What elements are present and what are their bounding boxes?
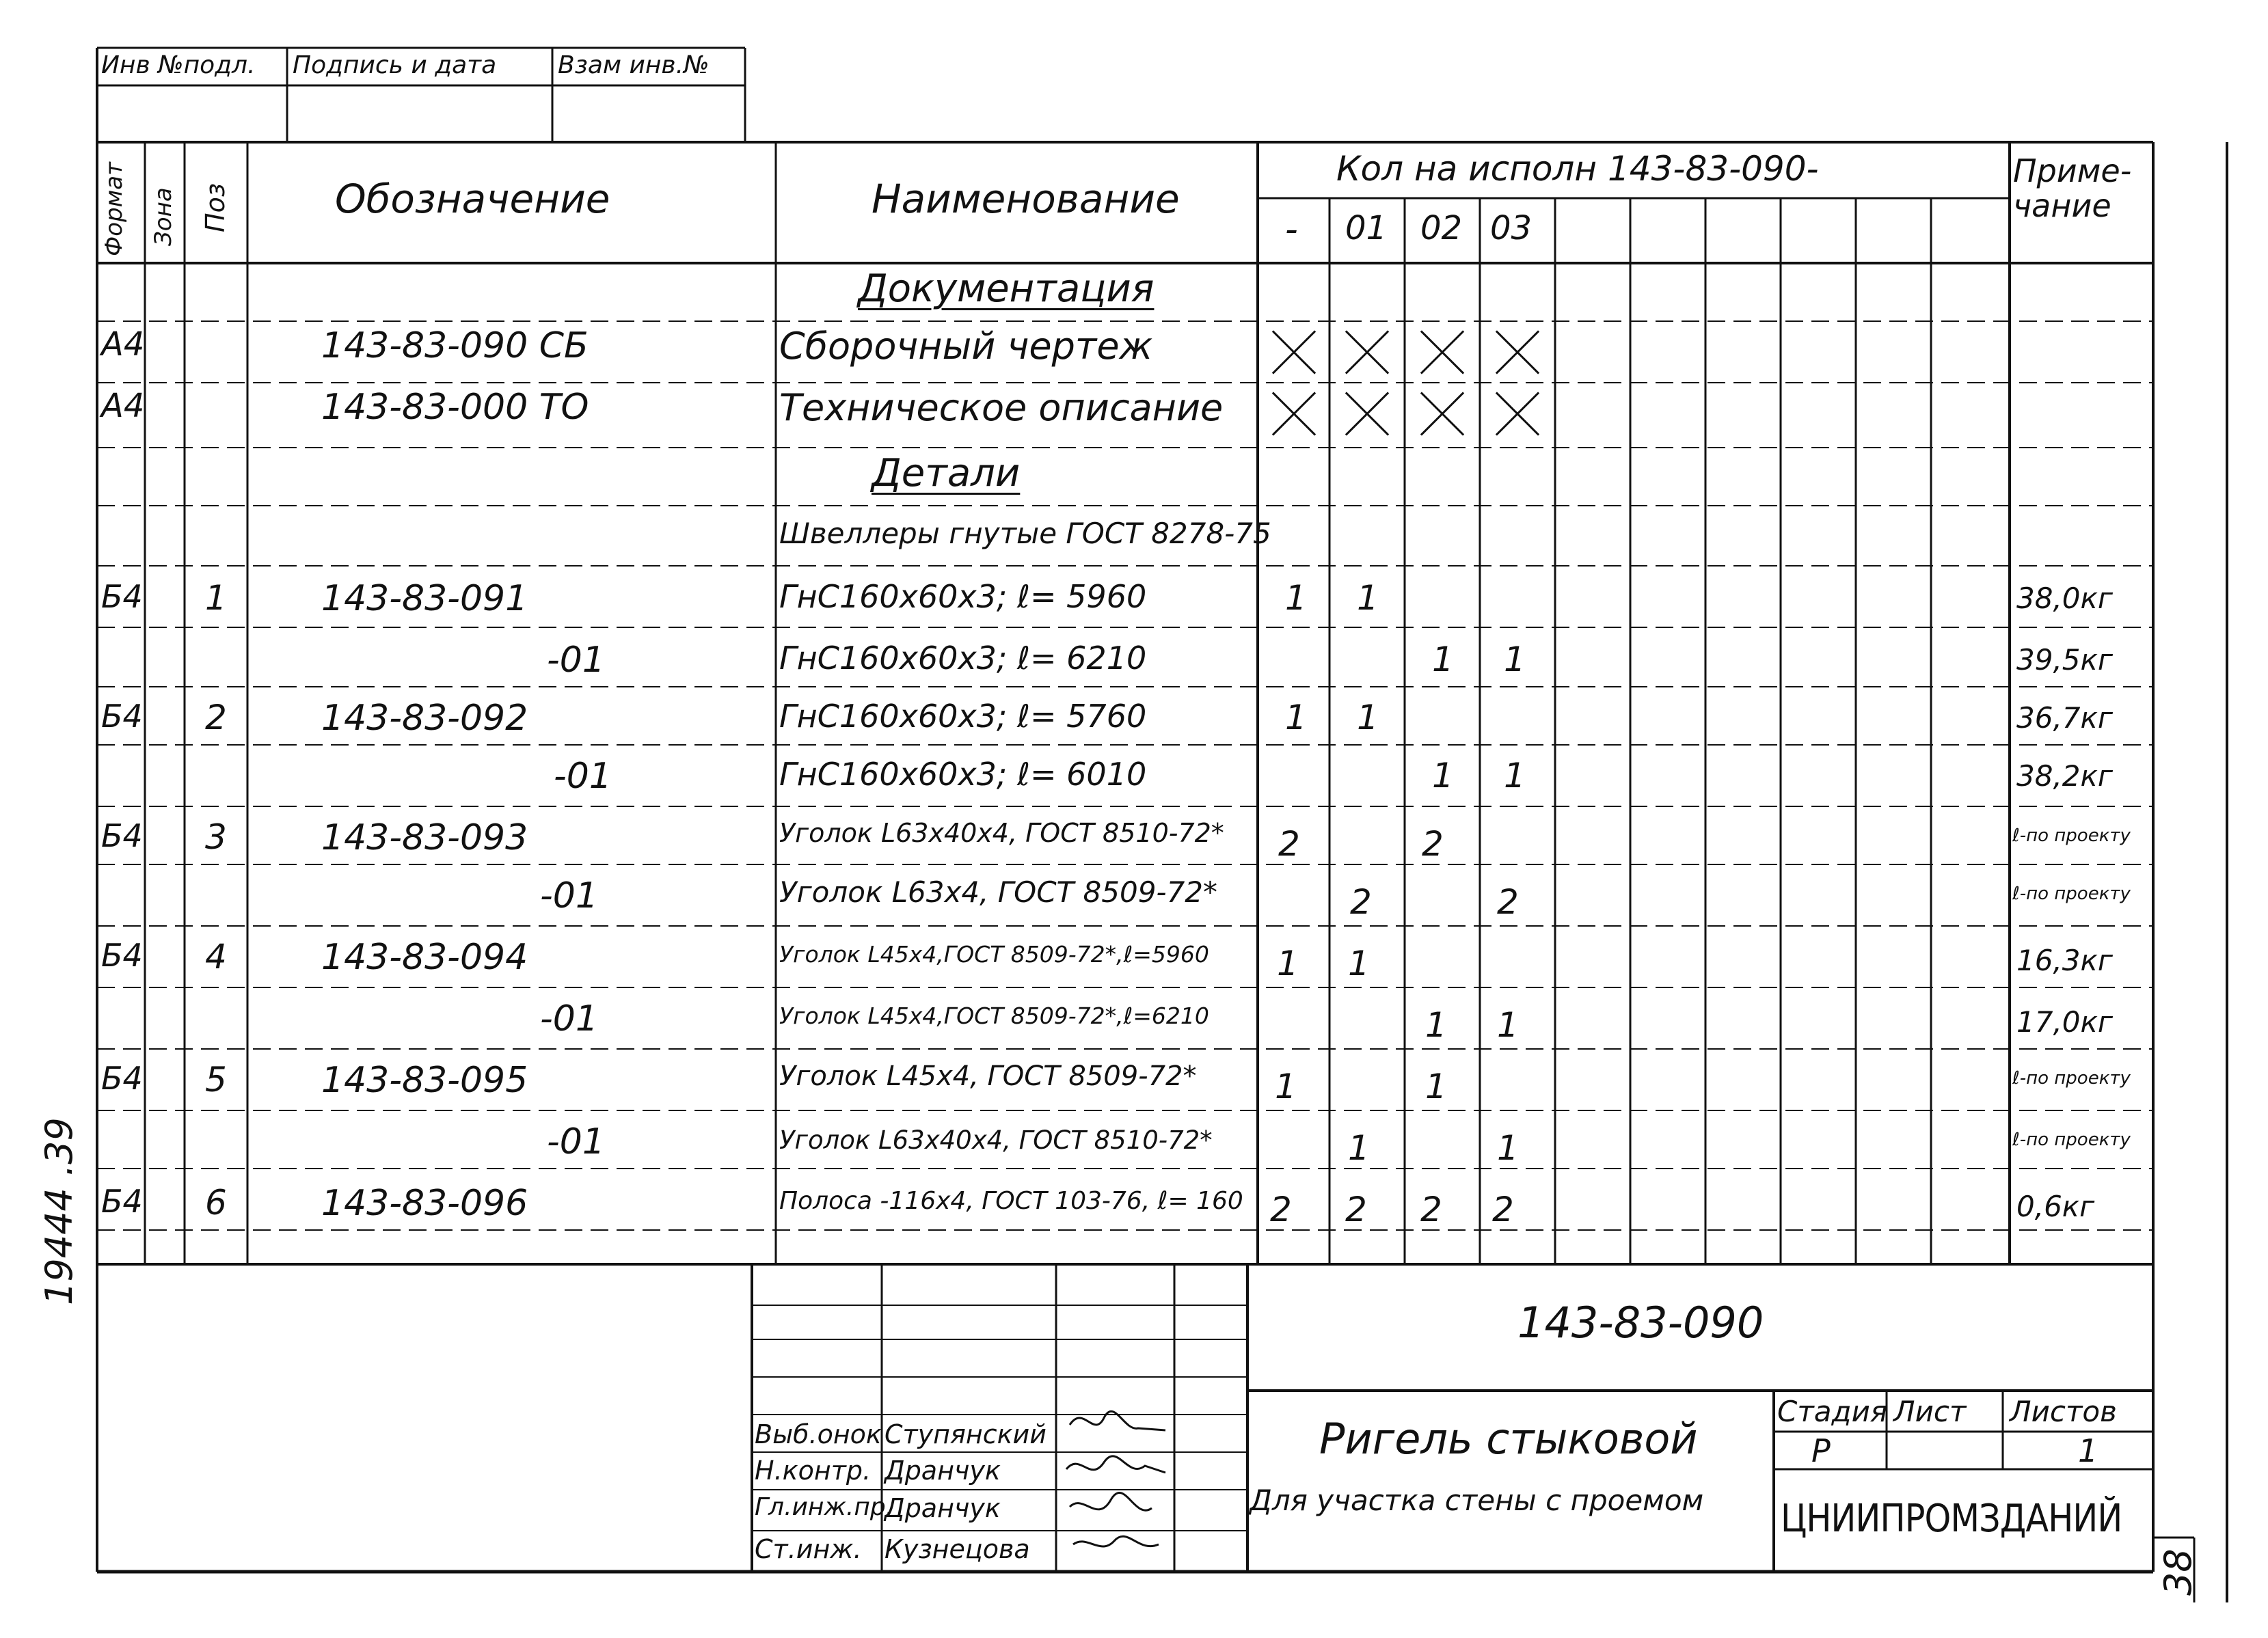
- signature-name: Дранчук: [885, 1493, 1001, 1523]
- cell-designation: -01: [540, 875, 598, 916]
- cell-designation: -01: [540, 998, 598, 1039]
- title-line-1: Ригель стыковой: [1319, 1414, 1698, 1464]
- cell-name: ГнС160х60х3; ℓ= 5760: [779, 698, 1147, 735]
- cell-qty: 2: [1345, 1190, 1367, 1229]
- header-zone: Зона: [150, 187, 177, 246]
- page-number: 38: [2157, 1548, 2200, 1596]
- cell-format: Б4: [101, 698, 143, 735]
- cell-qty: 2: [1278, 824, 1300, 864]
- signature-role: Выб.онок: [755, 1419, 882, 1449]
- cell-note: ℓ-по проекту: [2012, 825, 2131, 846]
- cell-format: Б4: [101, 578, 143, 615]
- approval-col-sign: Подпись и дата: [293, 51, 497, 79]
- cell-designation: 143-83-095: [321, 1060, 528, 1101]
- cell-designation: -01: [547, 640, 605, 681]
- cell-pos: 3: [205, 817, 227, 857]
- section-heading: Документация: [858, 267, 1155, 311]
- cell-qty: 1: [1357, 578, 1379, 618]
- cross-mark: [1268, 388, 1320, 440]
- cross-mark: [1416, 388, 1468, 440]
- signature-role: Гл.инж.пр.: [755, 1493, 894, 1521]
- cell-name: Швеллеры гнутые ГОСТ 8278-75: [779, 517, 1271, 550]
- cross-mark: [1416, 327, 1468, 379]
- cell-qty: 1: [1504, 756, 1526, 795]
- cell-pos: 4: [205, 937, 227, 977]
- cell-name: Уголок L45х4,ГОСТ 8509-72*,ℓ=6210: [779, 1002, 1209, 1029]
- cell-designation: 143-83-090 СБ: [321, 325, 589, 366]
- header-variant-01: 01: [1345, 209, 1388, 247]
- cell-format: A4: [101, 387, 145, 425]
- cell-format: Б4: [101, 817, 143, 854]
- header-designation: Обозначение: [335, 176, 610, 222]
- cross-mark: [1491, 388, 1543, 440]
- cell-qty: 2: [1350, 882, 1372, 922]
- cell-qty: 1: [1432, 640, 1454, 679]
- sheet-label: Лист: [1893, 1395, 1967, 1428]
- cell-qty: 1: [1497, 1128, 1519, 1168]
- cell-name: Уголок L45х4, ГОСТ 8509-72*: [779, 1061, 1197, 1092]
- signature-name: Ступянский: [885, 1419, 1047, 1449]
- header-qty-group: Кол на исполн 143-83-090-: [1336, 149, 1819, 189]
- cell-name: Уголок L63х40х4, ГОСТ 8510-72*: [779, 818, 1224, 848]
- cell-note: ℓ-по проекту: [2012, 1130, 2131, 1150]
- cell-pos: 5: [205, 1060, 227, 1100]
- header-variant-03: 03: [1490, 209, 1533, 247]
- cell-designation: 143-83-094: [321, 937, 528, 978]
- signature-role: Н.контр.: [755, 1456, 872, 1486]
- cell-note: ℓ-по проекту: [2012, 884, 2131, 904]
- stage-label: Стадия: [1777, 1395, 1888, 1428]
- cell-qty: 2: [1422, 824, 1444, 864]
- cell-designation: 143-83-092: [321, 698, 528, 739]
- stage-value: Р: [1811, 1432, 1831, 1469]
- header-variant-02: 02: [1420, 209, 1463, 247]
- cell-pos: 1: [205, 578, 227, 618]
- cell-format: Б4: [101, 1060, 143, 1097]
- cell-qty: 2: [1270, 1190, 1292, 1229]
- cell-note: 0,6кг: [2016, 1190, 2095, 1223]
- cell-qty: 2: [1492, 1190, 1514, 1229]
- organization-name: ЦНИИПРОМЗДАНИЙ: [1781, 1497, 2122, 1541]
- cell-designation: 143-83-000 ТО: [321, 387, 589, 428]
- cross-mark: [1491, 327, 1543, 379]
- signature-role: Ст.инж.: [755, 1534, 862, 1564]
- cell-qty: 1: [1277, 944, 1299, 983]
- cell-note: 36,7кг: [2016, 701, 2113, 735]
- cell-qty: 1: [1348, 944, 1370, 983]
- cell-name: Уголок L63х4, ГОСТ 8509-72*: [779, 875, 1218, 909]
- header-format: Формат: [100, 162, 128, 256]
- cell-note: 39,5кг: [2016, 643, 2113, 677]
- cell-qty: 1: [1285, 698, 1307, 737]
- cell-name: Техническое описание: [779, 386, 1224, 429]
- cell-qty: 1: [1504, 640, 1526, 679]
- cell-pos: 2: [205, 698, 227, 737]
- cell-note: 38,2кг: [2016, 759, 2113, 793]
- cell-qty: 1: [1348, 1128, 1370, 1168]
- cell-pos: 6: [205, 1183, 227, 1223]
- cell-name: ГнС160х60х3; ℓ= 6210: [779, 640, 1147, 677]
- cell-name: Сборочный чертеж: [779, 325, 1153, 368]
- inventory-number: 19444 .39: [38, 1117, 81, 1305]
- cross-mark: [1341, 327, 1393, 379]
- cell-designation: -01: [554, 756, 612, 797]
- document-code: 143-83-090: [1517, 1298, 1764, 1348]
- cell-qty: 1: [1357, 698, 1379, 737]
- cross-mark: [1341, 388, 1393, 440]
- cell-qty: 1: [1497, 1005, 1519, 1045]
- signature-name: Дранчук: [885, 1456, 1001, 1486]
- cell-name: Полоса -116х4, ГОСТ 103-76, ℓ= 160: [779, 1187, 1243, 1215]
- cell-qty: 2: [1420, 1190, 1442, 1229]
- cell-format: A4: [101, 325, 145, 364]
- sheets-value: 1: [2078, 1432, 2098, 1469]
- cell-designation: 143-83-091: [321, 578, 528, 619]
- header-variant-base: -: [1285, 209, 1298, 250]
- cell-name: ГнС160х60х3; ℓ= 6010: [779, 756, 1147, 793]
- cell-note: 17,0кг: [2016, 1005, 2113, 1039]
- cell-designation: 143-83-093: [321, 817, 528, 858]
- section-heading: Детали: [872, 451, 1021, 495]
- header-note: Приме- чание: [2013, 152, 2132, 224]
- cell-note: 38,0кг: [2016, 582, 2113, 615]
- cell-designation: -01: [547, 1121, 605, 1162]
- cell-format: Б4: [101, 1183, 143, 1220]
- cell-name: ГнС160х60х3; ℓ= 5960: [779, 578, 1147, 615]
- signature-name: Кузнецова: [885, 1534, 1030, 1564]
- cell-name: Уголок L63х40х4, ГОСТ 8510-72*: [779, 1125, 1213, 1155]
- cell-qty: 1: [1285, 578, 1307, 618]
- handwritten-signatures: [1056, 1397, 1179, 1561]
- sheets-label: Листов: [2010, 1395, 2117, 1428]
- title-line-2: Для участка стены с проемом: [1250, 1484, 1704, 1517]
- approval-col-replace: Взам инв.№: [558, 51, 710, 79]
- cell-note: 16,3кг: [2016, 944, 2113, 977]
- header-name: Наименование: [872, 176, 1180, 222]
- cell-qty: 1: [1432, 756, 1454, 795]
- cell-designation: 143-83-096: [321, 1183, 528, 1224]
- header-pos: Поз: [200, 182, 230, 232]
- cell-qty: 1: [1425, 1005, 1447, 1045]
- cell-qty: 1: [1425, 1067, 1447, 1106]
- cell-qty: 1: [1275, 1067, 1297, 1106]
- cell-name: Уголок L45х4,ГОСТ 8509-72*,ℓ=5960: [779, 941, 1209, 968]
- cell-format: Б4: [101, 937, 143, 974]
- cell-note: ℓ-по проекту: [2012, 1068, 2131, 1089]
- cross-mark: [1268, 327, 1320, 379]
- approval-col-inv: Инв №подл.: [101, 51, 256, 79]
- cell-qty: 2: [1497, 882, 1519, 922]
